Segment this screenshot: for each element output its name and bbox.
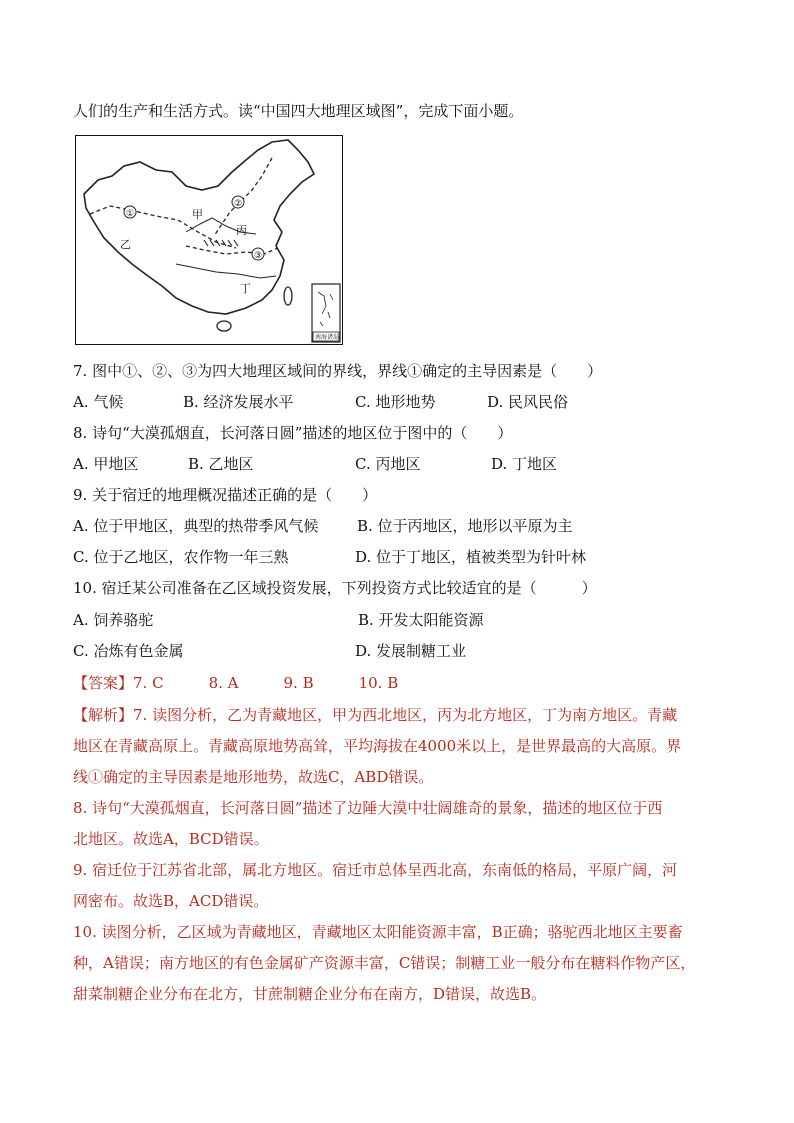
- hainan-island: [217, 321, 231, 331]
- question-10-option-c: C. 冶炼有色金属: [73, 642, 184, 660]
- intro-text: 人们的生产和生活方式。读“中国四大地理区域图”，完成下面小题。: [73, 102, 524, 120]
- analysis-line-1: [73, 705, 677, 725]
- question-10-option-b: B. 开发太阳能资源: [358, 611, 484, 629]
- question-7-option-b: B. 经济发展水平: [183, 393, 294, 411]
- boundary-label-1: ①: [126, 209, 135, 219]
- question-7-stem: 7. 图中①、②、③为四大地理区域间的界线，界线①确定的主导因素是（ ）: [73, 362, 603, 380]
- analysis-line-6: 9. 宿迁位于江苏省北部，属北方地区。宿迁市总体呈西北高，东南低的格局，平原广阔，河: [73, 861, 678, 879]
- boundary-label-3: ③: [254, 251, 263, 261]
- region-label-ding: 丁: [240, 282, 251, 295]
- analysis-line-7: 网密布。故选B，ACD错误。: [73, 892, 269, 910]
- analysis-line-5: 北地区。故选A，BCD错误。: [73, 830, 269, 848]
- question-8-stem: 8. 诗句“大漠孤烟直，长河落日圆”描述的地区位于图中的（ ）: [73, 424, 513, 442]
- answer-tag: 【答案】: [73, 674, 134, 692]
- question-8-option-d: D. 丁地区: [491, 455, 558, 473]
- taiwan-island: [284, 287, 292, 305]
- inset-label: 南海诸岛: [315, 334, 340, 341]
- analysis-line-10: 甜菜制糖企业分布在北方，甘蔗制糖企业分布在南方，D错误，故选B。: [73, 985, 547, 1003]
- question-9-option-b: B. 位于丙地区，地形以平原为主: [357, 517, 573, 535]
- analysis-line-4: 8. 诗句“大漠孤烟直，长河落日圆”描述了边陲大漠中壮阔雄奇的景象，描述的地区位于西: [73, 799, 663, 817]
- question-10-option-d: D. 发展制糖工业: [355, 642, 467, 660]
- answer-line: [73, 673, 398, 693]
- question-9-option-c: C. 位于乙地区，农作物一年三熟: [73, 548, 289, 566]
- question-10-option-a: A. 饲养骆驼: [73, 611, 154, 629]
- question-9-option-a: A. 位于甲地区，典型的热带季风气候: [73, 517, 319, 535]
- analysis-text-1: 7. 读图分析，乙为青藏地区，甲为西北地区，丙为北方地区，丁为南方地区。青藏: [133, 706, 678, 724]
- question-8-option-c: C. 丙地区: [355, 455, 421, 473]
- region-label-bing: 丙: [236, 224, 247, 237]
- question-10-stem: 10. 宿迁某公司准备在乙区域投资发展，下列投资方式比较适宜的是（ ）: [73, 579, 597, 597]
- yangtze-river: [176, 264, 276, 278]
- analysis-line-8: 10. 读图分析，乙区域为青藏地区，青藏地区太阳能资源丰富，B正确；骆驼西北地区主要畜: [73, 923, 683, 941]
- question-8-option-a: A. 甲地区: [73, 455, 139, 473]
- region-label-jia: 甲: [192, 208, 203, 221]
- china-four-regions-map: [75, 135, 343, 345]
- question-7-option-c: C. 地形地势: [355, 393, 436, 411]
- boundary-line-1: [90, 206, 236, 248]
- question-9-stem: 9. 关于宿迁的地理概况描述正确的是（ ）: [73, 486, 378, 504]
- map-drawing: [76, 136, 342, 344]
- china-outline: [84, 140, 314, 314]
- analysis-line-2: 地区在青藏高原上。青藏高原地势高耸，平均海拔在4000米以上，是世界最高的大高原。界: [73, 737, 682, 755]
- analysis-line-9: 种，A错误；南方地区的有色金属矿产资源丰富，C错误；制糖工业一般分布在糖料作物产区，: [73, 954, 696, 972]
- question-7-option-a: A. 气候: [73, 393, 124, 411]
- question-7-option-d: D. 民风民俗: [487, 393, 569, 411]
- question-9-option-d: D. 位于丁地区，植被类型为针叶林: [355, 548, 587, 566]
- region-label-yi: 乙: [120, 238, 131, 251]
- analysis-line-3: 线①确定的主导因素是地形地势，故选C，ABD错误。: [73, 768, 434, 786]
- boundary-label-2: ②: [234, 199, 243, 209]
- answer-text: 7. C 8. A 9. B 10. B: [133, 674, 399, 692]
- question-8-option-b: B. 乙地区: [188, 455, 254, 473]
- qinling-hatch: [204, 240, 238, 246]
- analysis-tag: 【解析】: [73, 706, 134, 724]
